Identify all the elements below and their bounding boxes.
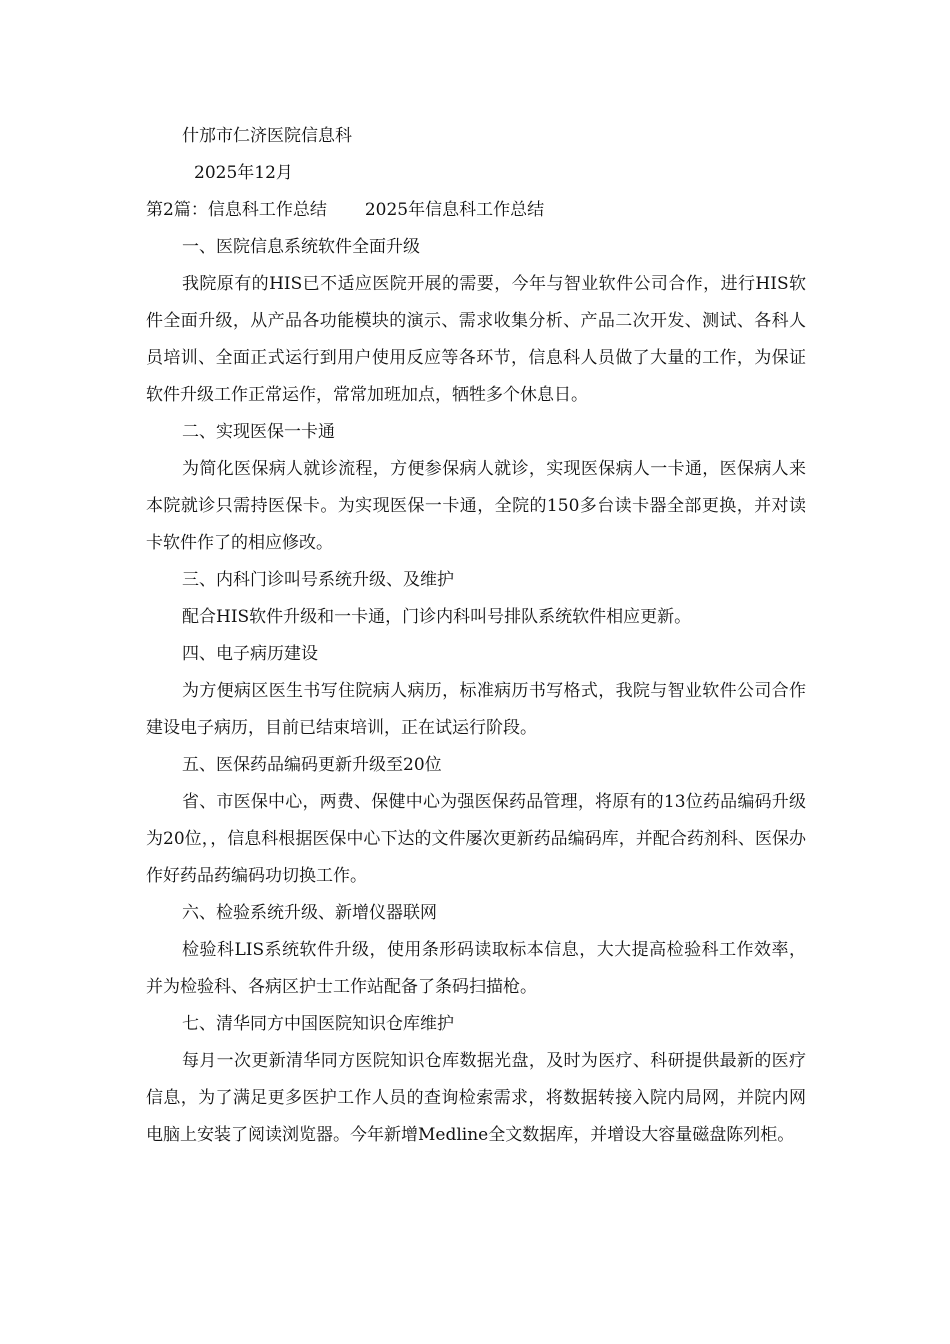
section-body: 每月一次更新清华同方医院知识仓库数据光盘，及时为医疗、科研提供最新的医疗信息，为了满足更多医护工作人员的查询检索需求，将数据转接入院内局网，并院内网电脑上安装了阅读浏览器。今年新增Medline全文数据库，并增设大容量磁盘陈列柜。 [146,1051,806,1145]
section-body: 为简化医保病人就诊流程，方便参保病人就诊，实现医保病人一卡通，医保病人来本院就诊只需持医保卡。为实现医保一卡通，全院的150多台读卡器全部更换，并对读卡软件作了的相应修改。 [146,459,806,553]
document-page [146,118,806,1154]
section-body: 为方便病区医生书写住院病人病历，标准病历书写格式，我院与智业软件公司合作建设电子病历，目前已结束培训，正在试运行阶段。 [146,681,806,738]
section-heading: 三、内科门诊叫号系统升级、及维护 [182,570,454,590]
article-label: 第2篇：信息科工作总结 [146,200,327,220]
article-title: 2025年信息科工作总结 [364,200,545,220]
section-body: 省、市医保中心，两费、保健中心为强医保药品管理，将原有的13位药品编码升级为20位，，信息科根据医保中心下达的文件屡次更新药品编码库，并配合药剂科、医保办作好药品药编码功切换工作。 [146,792,806,886]
section-body: 配合HIS软件升级和一卡通，门诊内科叫号排队系统软件相应更新。 [182,607,692,627]
article-title-line [146,192,806,229]
section-heading: 二、实现医保一卡通 [182,422,335,442]
section-heading: 六、检验系统升级、新增仪器联网 [182,903,437,923]
section-heading: 五、医保药品编码更新升级至20位 [182,755,442,775]
signature-date: 2025年12月 [194,163,293,183]
section-heading: 七、清华同方中国医院知识仓库维护 [182,1014,454,1034]
section-heading: 四、电子病历建设 [182,644,318,664]
section-body: 我院原有的HIS已不适应医院开展的需要，今年与智业软件公司合作，进行HIS软件全面升级，从产品各功能模块的演示、需求收集分析、产品二次开发、测试、各科人员培训、全面正式运行到用户使用反应等各环节，信息科人员做了大量的工作，为保证软件升级工作正常运作，常常加班加点，牺牲多个休息日。 [146,274,806,405]
section-heading: 一、医院信息系统软件全面升级 [182,237,420,257]
section-body: 检验科LIS系统软件升级，使用条形码读取标本信息，大大提高检验科工作效率，并为检验科、各病区护士工作站配备了条码扫描枪。 [146,940,806,997]
signature-org: 什邡市仁济医院信息科 [182,126,352,146]
